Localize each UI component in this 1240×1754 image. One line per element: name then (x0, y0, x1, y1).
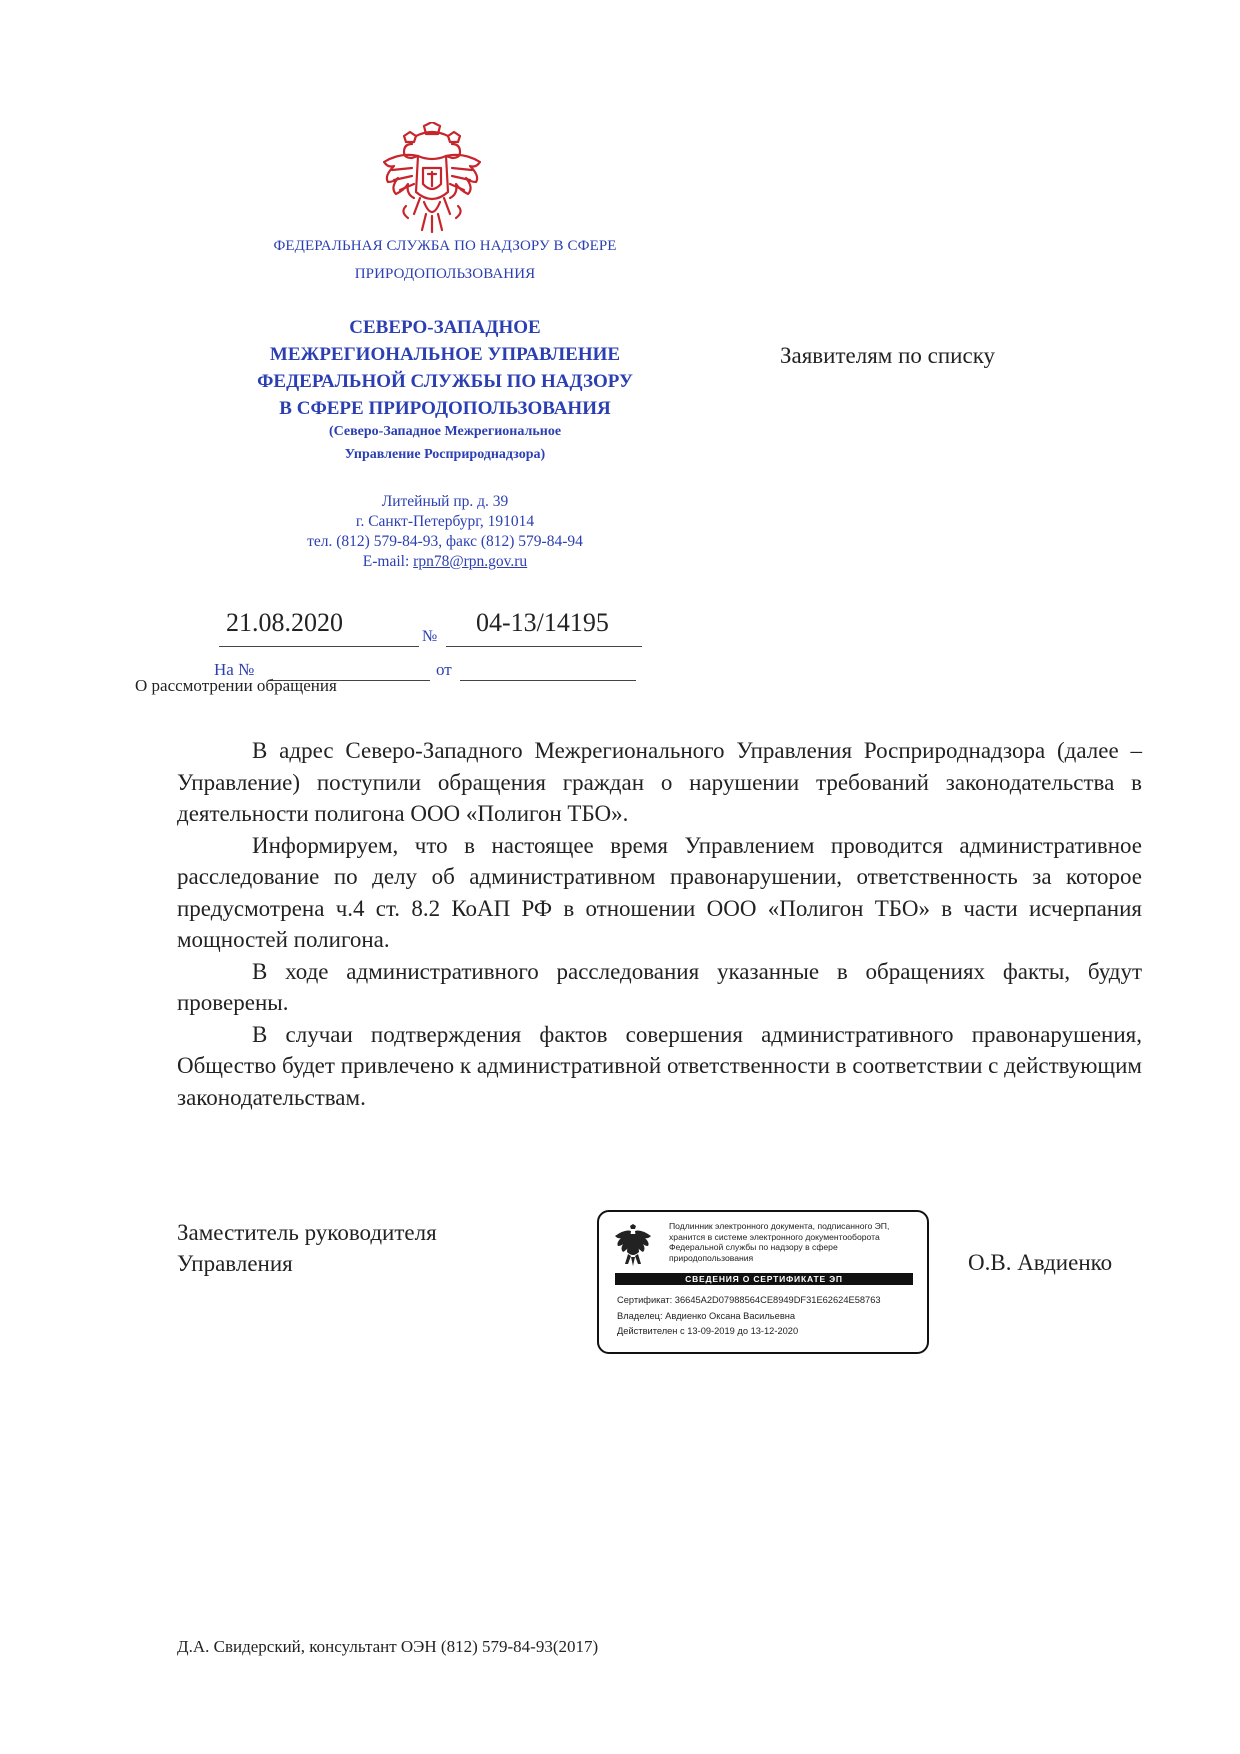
stamp-header: СВЕДЕНИЯ О СЕРТИФИКАТЕ ЭП (615, 1273, 913, 1285)
signatory-position (177, 1217, 437, 1279)
body-paragraph: В случаи подтверждения фактов совершения административного правонарушения, Общество будет привлечено к административной ответственности в соответствии с действующим законодательствам. (177, 1021, 1142, 1110)
letter-body (177, 735, 1142, 1113)
signatory-position-line: Заместитель руководителя (177, 1220, 437, 1245)
registration-date: 21.08.2020 (226, 608, 343, 637)
agency-name (170, 232, 720, 288)
e-signature-stamp (597, 1210, 929, 1354)
agency-name-line: ПРИРОДОПОЛЬЗОВАНИЯ (354, 266, 536, 282)
executor-contact: Д.А. Свидерский, консультант ОЭН (812) 579-84-93(2017) (177, 1637, 599, 1656)
stamp-certificate: Сертификат: 36645A2D07988564CE8949DF31E62624E58763 (617, 1295, 881, 1305)
department-name-line: МЕЖРЕГИОНАЛЬНОЕ УПРАВЛЕНИЕ (269, 344, 621, 365)
email-label: E-mail: (362, 553, 414, 570)
department-name-line: В СФЕРЕ ПРИРОДОПОЛЬЗОВАНИЯ (279, 398, 611, 419)
signatory-position-line: Управления (177, 1251, 293, 1276)
reference-date-label: от (436, 660, 452, 679)
number-underline (446, 646, 642, 647)
department-name-line: ФЕДЕРАЛЬНОЙ СЛУЖБЫ ПО НАДЗОРУ (257, 371, 633, 392)
department-address (170, 492, 720, 572)
phone-fax: тел. (812) 579-84-93, факс (812) 579-84-94 (307, 533, 583, 550)
stamp-description: Подлинник электронного документа, подписанного ЭП, хранится в системе электронного документооборота Федеральной службы по надзору в сфере природопользования (669, 1221, 890, 1263)
email-line (170, 552, 720, 572)
department-short-name-line: (Северо-Западное Межрегиональное (328, 424, 562, 439)
date-underline (219, 646, 419, 647)
street-address: Литейный пр. д. 39 (381, 493, 509, 510)
russian-coat-of-arms-icon (378, 122, 486, 234)
body-paragraph: В ходе административного расследования указанные в обращениях факты, будут проверены. (177, 958, 1142, 1015)
department-short-name (170, 420, 720, 466)
reference-date-underline (460, 680, 636, 681)
reference-number-label: На № (214, 660, 255, 679)
letter-subject: О рассмотрении обращения (135, 676, 337, 695)
department-name (170, 314, 720, 422)
body-paragraph: В адрес Северо-Западного Межрегионального Управления Росприроднадзора (далее – Управление) поступили обращения граждан о нарушении требований законодательства в деятельности полигона ООО «Полигон ТБО». (177, 738, 1142, 826)
email-link[interactable]: rpn78@rpn.gov.ru (413, 553, 528, 570)
registration-number: 04-13/14195 (476, 608, 609, 637)
stamp-certificate-details (617, 1293, 881, 1340)
body-paragraph: Информируем, что в настоящее время Управлением проводится административное расследование по делу об административном правонарушении, ответственность за которое предусмотрена ч.4 ст. 8.2 КоАП РФ в отношении ООО «Полигон ТБО» в части исчерпания мощностей полигона. (177, 832, 1142, 952)
addressee: Заявителям по списку (780, 343, 996, 368)
stamp-validity: Действителен с 13-09-2019 до 13-12-2020 (617, 1326, 799, 1336)
russian-coat-of-arms-icon (613, 1224, 653, 1268)
department-name-line: СЕВЕРО-ЗАПАДНОЕ (349, 317, 541, 338)
department-short-name-line: Управление Росприроднадзора) (344, 447, 546, 462)
number-sign: № (422, 628, 438, 645)
signatory-name: О.В. Авдиенко (968, 1250, 1113, 1275)
stamp-owner: Владелец: Авдиенко Оксана Васильевна (617, 1310, 796, 1321)
agency-name-line: ФЕДЕРАЛЬНАЯ СЛУЖБА ПО НАДЗОРУ В СФЕРЕ (273, 238, 617, 254)
city-address: г. Санкт-Петербург, 191014 (355, 513, 535, 530)
